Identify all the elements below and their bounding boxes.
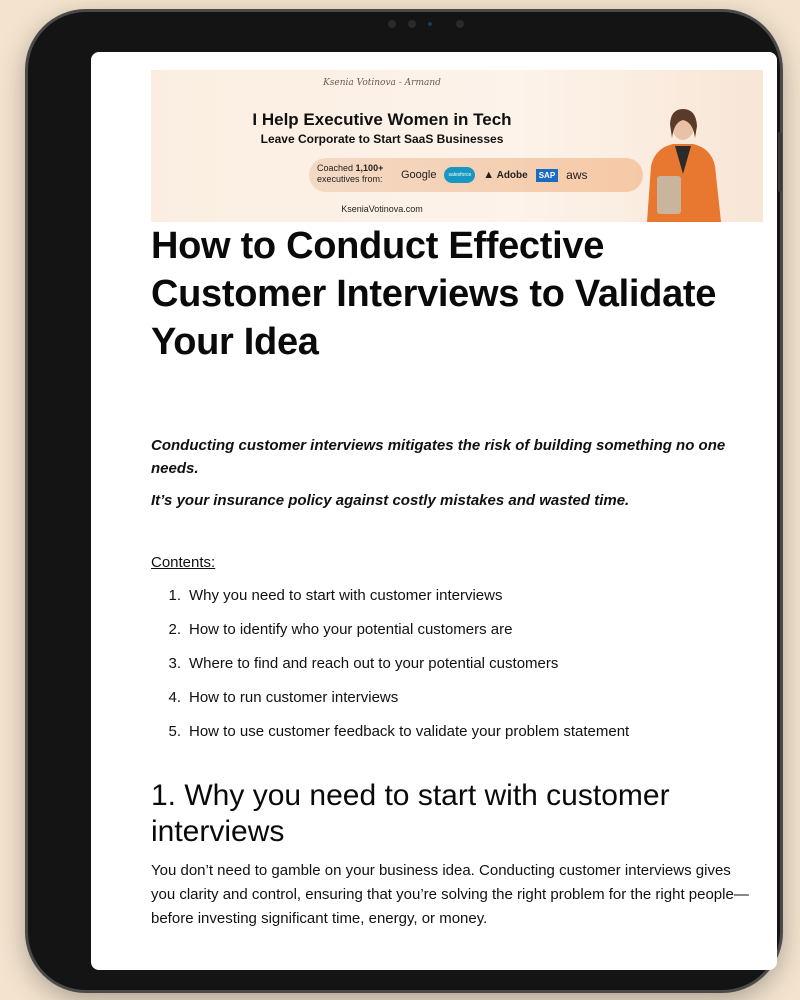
contents-label: Contents: bbox=[151, 554, 216, 571]
toc-item[interactable]: 2. How to identify who your potential customers are bbox=[168, 621, 513, 638]
google-logo: Google bbox=[401, 169, 437, 181]
coached-text: Coached 1,100+ executives from: bbox=[317, 163, 384, 184]
section-heading: 1. Why you need to start with customer interviews bbox=[151, 779, 670, 848]
adobe-logo: ▲ Adobe bbox=[483, 169, 528, 181]
sap-logo: SAP bbox=[536, 169, 558, 182]
aws-logo: aws bbox=[566, 168, 588, 182]
toc-item[interactable]: 5. How to use customer feedback to validate your problem statement bbox=[168, 723, 630, 740]
tablet-frame bbox=[28, 12, 780, 990]
front-camera bbox=[370, 17, 486, 31]
intro-paragraph-2: It’s your insurance policy against costly mistakes and wasted time. bbox=[151, 492, 630, 509]
banner-signature: Ksenia Votinova - Armand bbox=[323, 78, 441, 88]
toc-item[interactable]: 1. Why you need to start with customer interviews bbox=[168, 587, 503, 604]
table-of-contents bbox=[151, 587, 761, 757]
intro-paragraph-1: Conducting customer interviews mitigates the risk of building something no one needs. bbox=[151, 437, 726, 477]
tablet-screen bbox=[91, 52, 777, 970]
coached-pill bbox=[309, 158, 643, 192]
banner-headline: I Help Executive Women in Tech bbox=[252, 110, 512, 129]
header-banner bbox=[151, 70, 763, 222]
power-button bbox=[778, 132, 782, 192]
banner-url: KseniaVotinova.com bbox=[341, 204, 423, 214]
toc-item[interactable]: 3. Where to find and reach out to your potential customers bbox=[168, 655, 559, 672]
section-body-text: You don’t need to gamble on your business idea. Conducting customer interviews gives you clarity and control, ensuring that you’re solving the right problem for the right people—before investing significant time, energy, or money. bbox=[151, 862, 749, 927]
salesforce-logo: salesforce bbox=[444, 167, 475, 183]
author-photo bbox=[637, 104, 729, 222]
client-logos bbox=[401, 167, 588, 183]
article-title: How to Conduct Effective Customer Interviews to Validate Your Idea bbox=[151, 225, 717, 363]
toc-item[interactable]: 4. How to run customer interviews bbox=[168, 689, 399, 706]
banner-subheadline: Leave Corporate to Start SaaS Businesses bbox=[260, 132, 504, 146]
